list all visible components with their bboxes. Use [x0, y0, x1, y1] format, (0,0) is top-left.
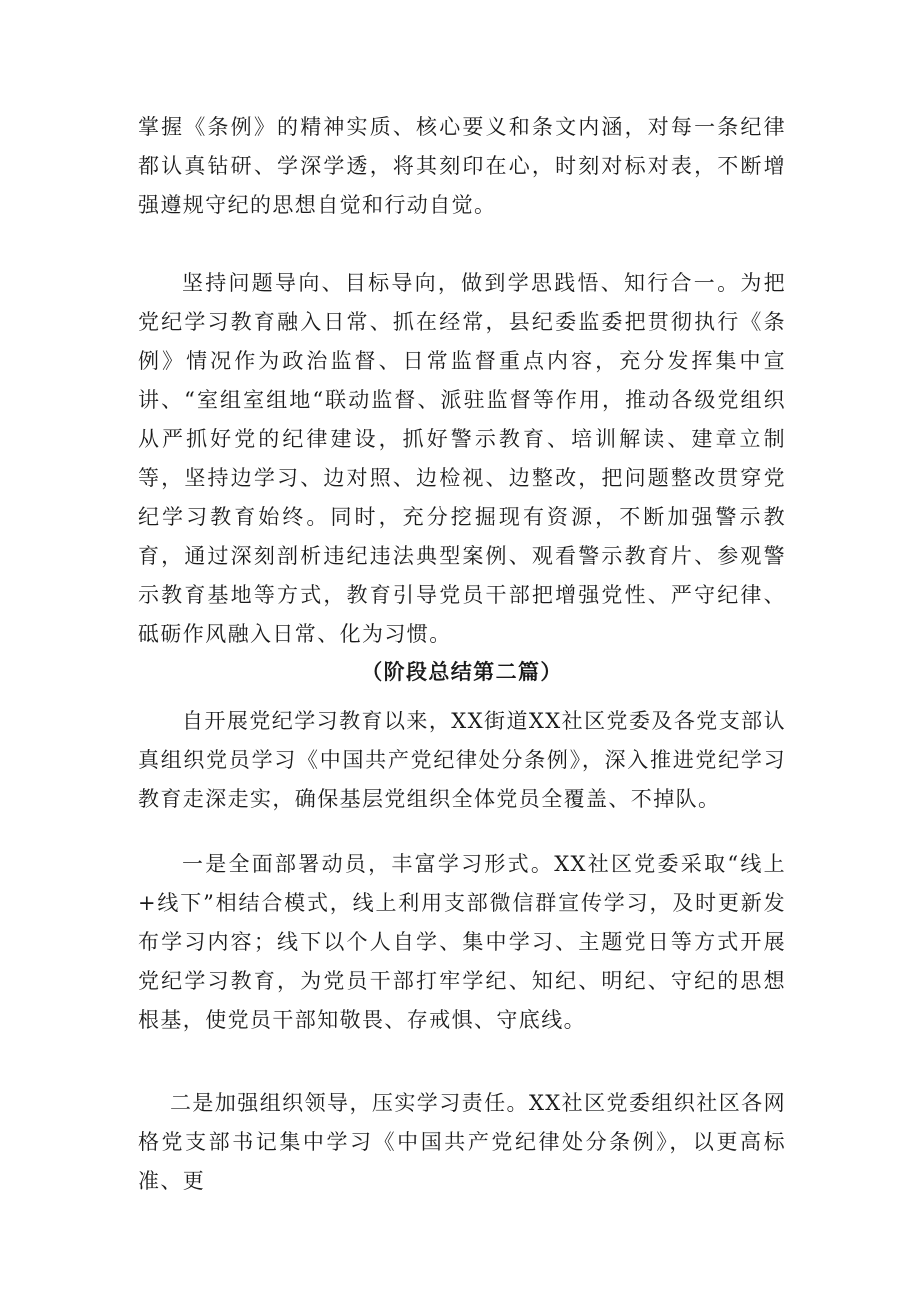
paragraph-4: 一是全面部署动员，丰富学习形式。XX社区党委采取“线上+线下”相结合模式，线上利用支部微信群宣传学习，及时更新发布学习内容；线下以个人自学、集中学习、主题党日等方式开展党纪学习教育，为党员干部打牢学纪、知纪、明纪、守纪的思想根基，使党员干部知敬畏、存戒惧、守底线。	[138, 852, 786, 1032]
paragraph-1: 掌握《条例》的精神实质、核心要义和条文内涵，对每一条纪律都认真钻研、学深学透，将其刻印在心，时刻对标对表，不断增强遵规守纪的思想自觉和行动自觉。	[138, 115, 786, 217]
section-heading: （阶段总结第二篇）	[361, 659, 563, 684]
paragraph-5: 二是加强组织领导，压实学习责任。XX社区党委组织社区各网格党支部书记集中学习《中国共产党纪律处分条例》，以更高标准、更	[138, 1091, 786, 1193]
paragraph-2: 坚持问题导向、目标导向，做到学思践悟、知行合一。为把党纪学习教育融入日常、抓在经常，县纪委监委把贯彻执行《条例》情况作为政治监督、日常监督重点内容，充分发挥集中宣讲、“室组室组地“联动监督、派驻监督等作用，推动各级党组织从严抓好党的纪律建设，抓好警示教育、培训解读、建章立制等，坚持边学习、边对照、边检视、边整改，把问题整改贯穿党纪学习教育始终。同时，充分挖掘现有资源，不断加强警示教育，通过深刻剖析违纪违法典型案例、观看警示教育片、参观警示教育基地等方式，教育引导党员干部把增强党性、严守纪律、砥砺作风融入日常、化为习惯。	[138, 271, 786, 646]
paragraph-3: 自开展党纪学习教育以来，XX街道XX社区党委及各党支部认真组织党员学习《中国共产党纪律处分条例》，深入推进党纪学习教育走深走实，确保基层党组织全体党员全覆盖、不掉队。	[138, 709, 786, 811]
